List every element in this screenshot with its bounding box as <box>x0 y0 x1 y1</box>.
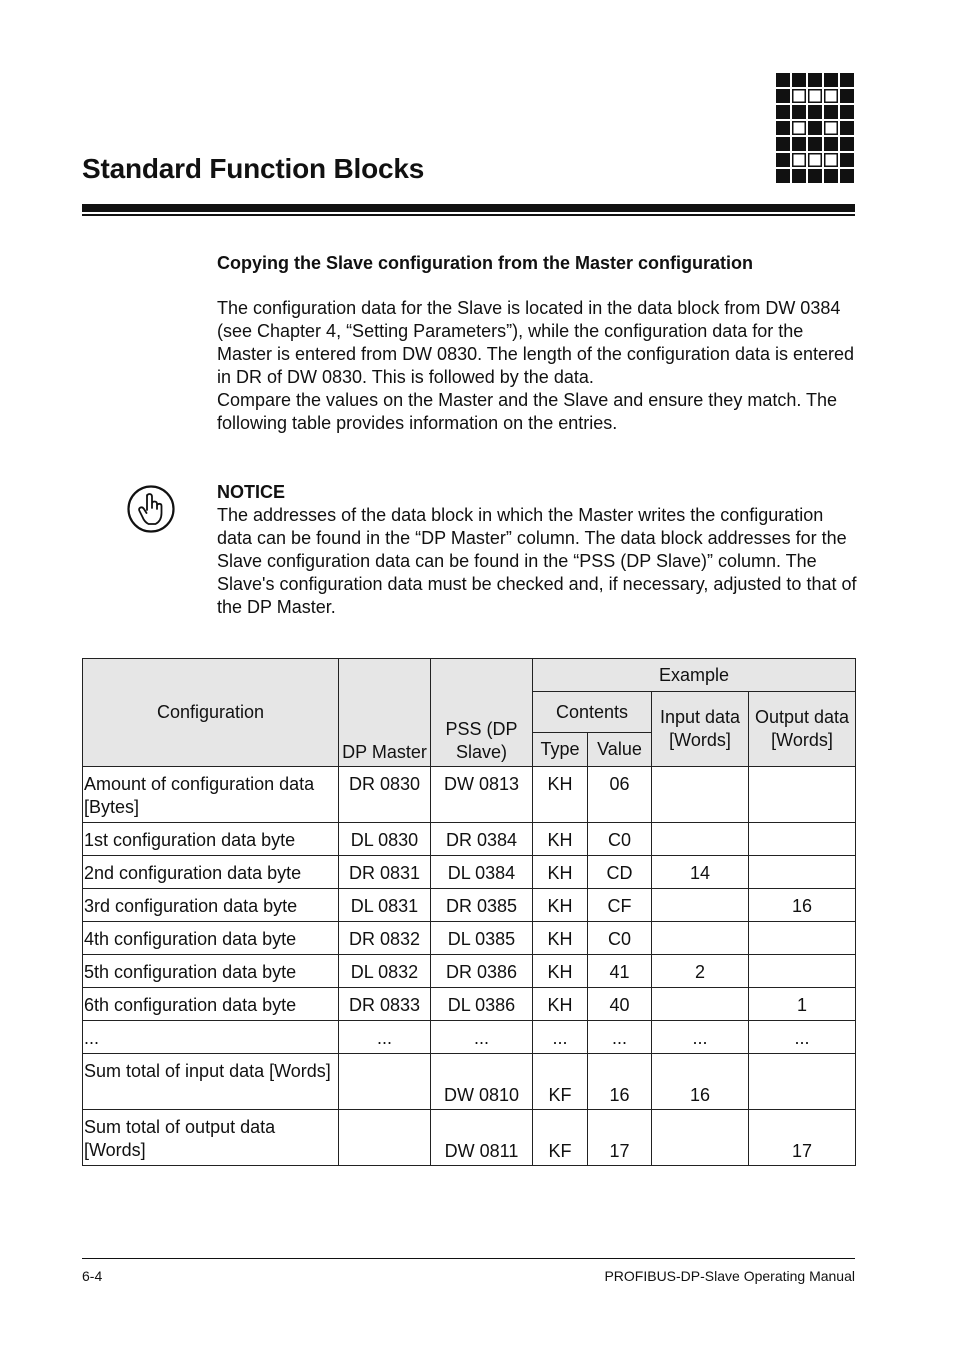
cell-input <box>652 922 749 955</box>
cell-input <box>652 889 749 922</box>
title-divider-thin <box>82 214 855 216</box>
logo-cell <box>776 73 790 87</box>
cell-output: 17 <box>749 1110 856 1166</box>
cell-type: KH <box>533 955 588 988</box>
logo-cell <box>776 153 790 167</box>
logo-cell <box>808 121 822 135</box>
header-output-data: Output data [Words] <box>749 692 856 767</box>
cell-configuration: 4th configuration data byte <box>83 922 339 955</box>
cell-pss: DL 0386 <box>431 988 533 1021</box>
cell-dp-master: ... <box>339 1021 431 1054</box>
page-number: 6-4 <box>82 1268 103 1284</box>
cell-pss: DR 0384 <box>431 823 533 856</box>
cell-type: ... <box>533 1021 588 1054</box>
cell-output <box>749 823 856 856</box>
cell-dp-master: DL 0830 <box>339 823 431 856</box>
cell-pss: DR 0385 <box>431 889 533 922</box>
logo-cell <box>840 89 854 103</box>
cell-configuration: ... <box>83 1021 339 1054</box>
cell-type: KF <box>533 1054 588 1110</box>
cell-input <box>652 823 749 856</box>
logo-cell <box>793 154 806 167</box>
cell-input: 16 <box>652 1054 749 1110</box>
cell-dp-master: DR 0830 <box>339 767 431 823</box>
cell-dp-master <box>339 1054 431 1110</box>
section-paragraph-2: Compare the values on the Master and the Slave and ensure they match. The following table provides information on the entries. <box>217 390 838 433</box>
cell-value: 06 <box>588 767 652 823</box>
cell-dp-master <box>339 1110 431 1166</box>
cell-type: KH <box>533 767 588 823</box>
logo-cell <box>825 122 838 135</box>
cell-value: CD <box>588 856 652 889</box>
cell-output: 16 <box>749 889 856 922</box>
logo-cell <box>824 105 838 119</box>
cell-configuration: Amount of configuration data [Bytes] <box>83 767 339 823</box>
logo-cell <box>840 137 854 151</box>
table-row <box>83 856 856 889</box>
logo-cell <box>776 121 790 135</box>
cell-input: 2 <box>652 955 749 988</box>
cell-output: ... <box>749 1021 856 1054</box>
cell-pss: DL 0385 <box>431 922 533 955</box>
cell-value: 16 <box>588 1054 652 1110</box>
cell-dp-master: DR 0832 <box>339 922 431 955</box>
section-heading: Copying the Slave configuration from the Master configuration <box>217 253 754 273</box>
cell-output <box>749 856 856 889</box>
logo-cell <box>840 169 854 183</box>
cell-input: 14 <box>652 856 749 889</box>
section-body <box>217 297 857 435</box>
cell-configuration: Sum total of output data [Words] <box>83 1110 339 1166</box>
cell-pss: DW 0811 <box>431 1110 533 1166</box>
notice-title: NOTICE <box>217 482 286 502</box>
cell-pss: DR 0386 <box>431 955 533 988</box>
header-value: Value <box>588 733 652 767</box>
table-row <box>83 1021 856 1054</box>
cell-configuration: 2nd configuration data byte <box>83 856 339 889</box>
cell-input: ... <box>652 1021 749 1054</box>
table-row <box>83 1110 856 1166</box>
manual-title: PROFIBUS-DP-Slave Operating Manual <box>604 1268 855 1284</box>
header-input-data: Input data [Words] <box>652 692 749 767</box>
logo-cell <box>809 154 822 167</box>
cell-value: 17 <box>588 1110 652 1166</box>
logo-cell <box>840 73 854 87</box>
cell-value: C0 <box>588 823 652 856</box>
logo-cell <box>776 105 790 119</box>
table-row <box>83 1054 856 1110</box>
header-configuration: Configuration <box>83 659 339 767</box>
cell-type: KH <box>533 856 588 889</box>
cell-output <box>749 955 856 988</box>
logo-cell <box>840 153 854 167</box>
cell-dp-master: DR 0833 <box>339 988 431 1021</box>
logo-cell <box>793 90 806 103</box>
manual-logo-grid <box>776 73 855 184</box>
section-paragraph-1: The configuration data for the Slave is located in the data block from DW 0384 (see Chapter 4, “Setting Parameters”), while the configuration data for the Master is entered from DW 0830. The length of the configuration data is entered in DR of DW 0830. This is followed by the data. <box>217 298 855 387</box>
table-row <box>83 922 856 955</box>
logo-cell <box>824 137 838 151</box>
table-row <box>83 889 856 922</box>
cell-input <box>652 767 749 823</box>
logo-cell <box>825 90 838 103</box>
cell-dp-master: DL 0831 <box>339 889 431 922</box>
logo-cell <box>792 105 806 119</box>
logo-cell <box>824 73 838 87</box>
cell-output <box>749 767 856 823</box>
cell-dp-master: DR 0831 <box>339 856 431 889</box>
logo-cell <box>792 137 806 151</box>
logo-cell <box>792 169 806 183</box>
logo-cell <box>808 137 822 151</box>
logo-cell <box>808 105 822 119</box>
configuration-table <box>82 658 856 1166</box>
notice-box <box>217 481 857 619</box>
cell-pss: DW 0813 <box>431 767 533 823</box>
cell-value: 41 <box>588 955 652 988</box>
cell-input <box>652 1110 749 1166</box>
logo-cell <box>808 73 822 87</box>
header-contents: Contents <box>533 692 652 733</box>
cell-pss: DL 0384 <box>431 856 533 889</box>
cell-output: 1 <box>749 988 856 1021</box>
notice-text: The addresses of the data block in which the Master writes the configuration data can be found in the “DP Master” column. The data block addresses for the Slave configuration data can be found in the “PSS (DP Slave)” column. The Slave's configuration data must be checked and, if necessary, adjusted to that of the DP Master. <box>217 505 857 617</box>
table-row <box>83 823 856 856</box>
logo-cell <box>793 122 806 135</box>
cell-type: KH <box>533 922 588 955</box>
table-row <box>83 955 856 988</box>
cell-type: KH <box>533 889 588 922</box>
page-title: Standard Function Blocks <box>82 153 425 184</box>
cell-configuration: 3rd configuration data byte <box>83 889 339 922</box>
cell-type: KH <box>533 988 588 1021</box>
table-row <box>83 767 856 823</box>
logo-cell <box>776 169 790 183</box>
table-row <box>83 988 856 1021</box>
cell-configuration: 1st configuration data byte <box>83 823 339 856</box>
cell-output <box>749 1054 856 1110</box>
cell-input <box>652 988 749 1021</box>
cell-value: 40 <box>588 988 652 1021</box>
cell-output <box>749 922 856 955</box>
cell-dp-master: DL 0832 <box>339 955 431 988</box>
header-dp-master: DP Master <box>339 659 431 767</box>
cell-configuration: 6th configuration data byte <box>83 988 339 1021</box>
cell-type: KF <box>533 1110 588 1166</box>
logo-cell <box>808 169 822 183</box>
cell-configuration: 5th configuration data byte <box>83 955 339 988</box>
logo-cell <box>824 169 838 183</box>
title-divider-thick <box>82 204 855 212</box>
logo-cell <box>840 121 854 135</box>
cell-type: KH <box>533 823 588 856</box>
footer-divider <box>82 1258 855 1259</box>
cell-pss: DW 0810 <box>431 1054 533 1110</box>
cell-value: C0 <box>588 922 652 955</box>
cell-value: CF <box>588 889 652 922</box>
header-pss: PSS (DP Slave) <box>431 659 533 767</box>
cell-pss: ... <box>431 1021 533 1054</box>
logo-cell <box>809 90 822 103</box>
logo-cell <box>776 137 790 151</box>
header-example: Example <box>533 659 856 692</box>
header-type: Type <box>533 733 588 767</box>
cell-value: ... <box>588 1021 652 1054</box>
logo-cell <box>776 89 790 103</box>
logo-cell <box>792 73 806 87</box>
cell-configuration: Sum total of input data [Words] <box>83 1054 339 1110</box>
pointing-hand-icon <box>126 484 176 534</box>
logo-cell <box>825 154 838 167</box>
logo-cell <box>840 105 854 119</box>
